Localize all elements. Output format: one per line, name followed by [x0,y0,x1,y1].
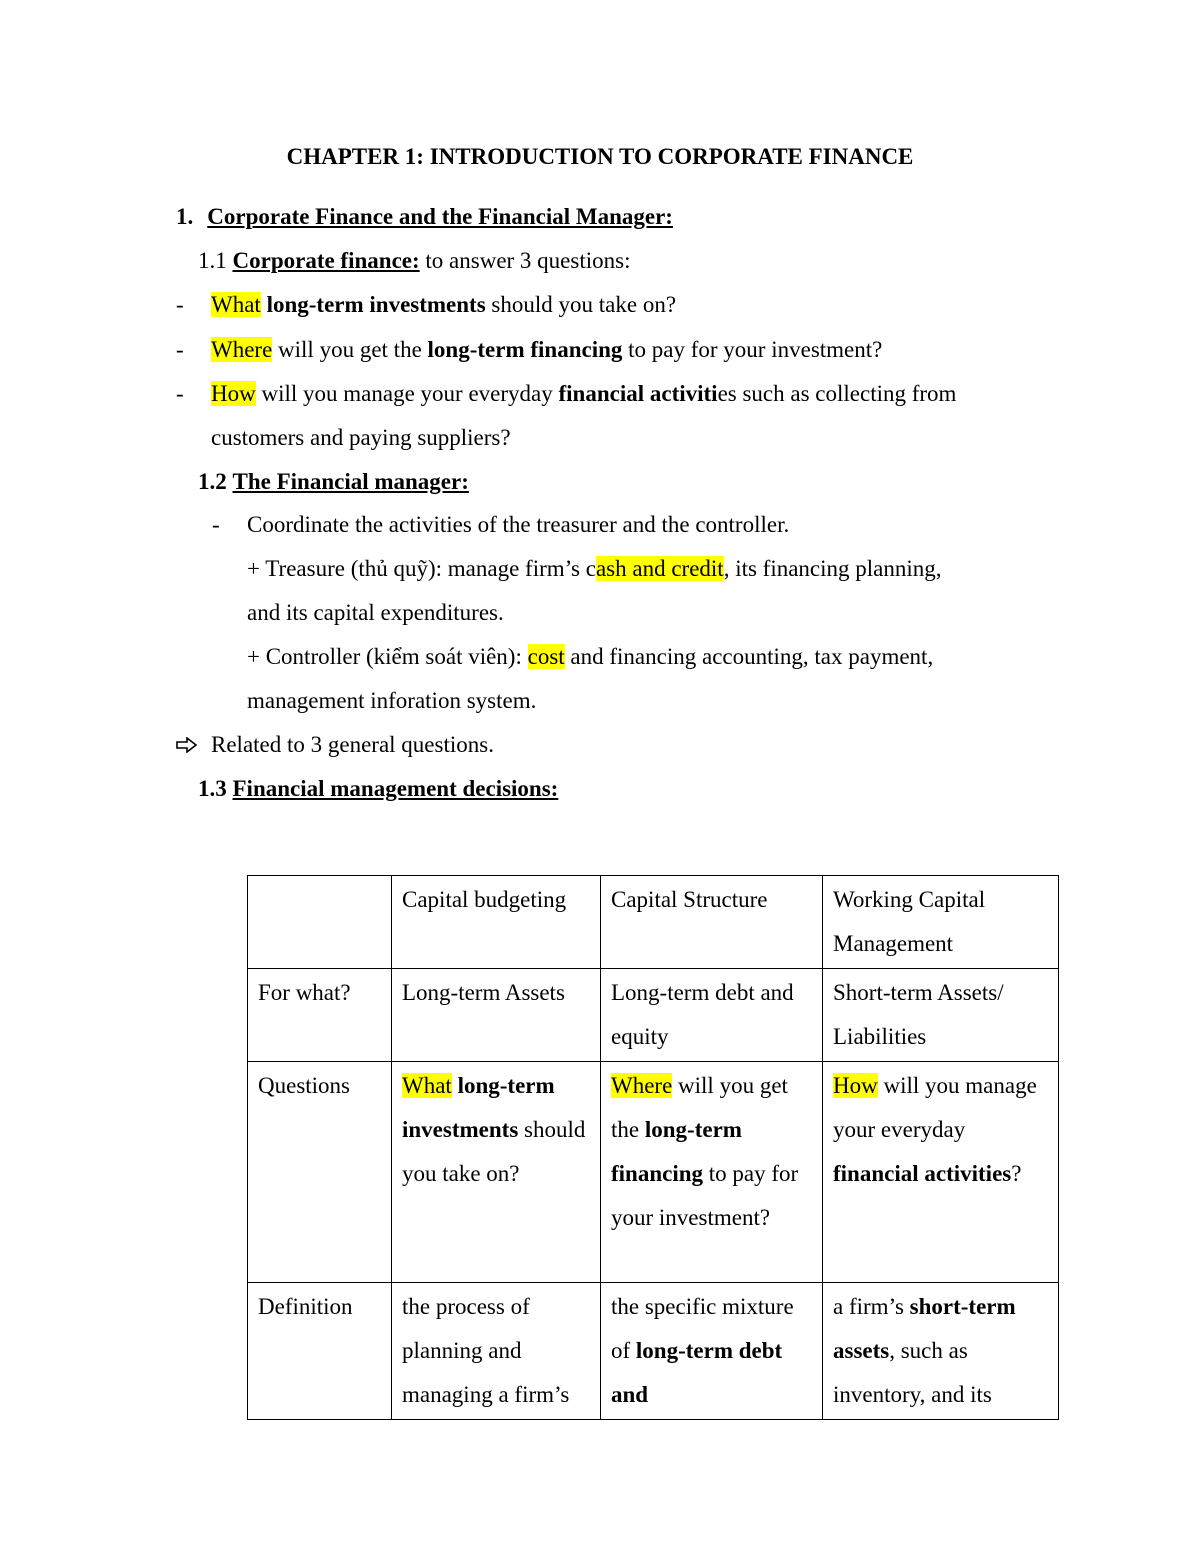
bullet-dash: - [176,381,184,406]
question-item-how [176,379,957,409]
cell-text: will you manage your everyday [833,1073,1037,1142]
bullet-dash: - [212,512,220,537]
bold-text: long-term investments [402,1073,555,1142]
controller-text: + Controller (kiểm soát viên): [247,644,528,669]
bullet-dash: - [176,292,184,317]
highlight-cost: cost [527,644,565,669]
cell-text: the specific mixture of [611,1294,794,1363]
section-number: 1. [176,204,194,229]
subsection-1-3 [198,774,558,804]
treasurer-item [247,554,942,584]
question-text: will you get the [272,337,428,362]
manager-coordinate-item [212,510,790,540]
highlight-where: Where [211,337,273,362]
table-header-row [248,876,1059,969]
table-row [248,1283,1059,1420]
question-item-what [176,290,677,320]
controller-item [247,642,933,672]
bold-text: financial activiti [558,381,718,406]
related-item [176,730,494,760]
arrow-right-icon [176,737,198,753]
subsection-title: The Financial manager: [232,469,469,494]
highlight-how: How [211,381,256,406]
question-item-how-continued: customers and paying suppliers? [211,425,511,450]
section-1-heading [176,202,673,232]
row-label: For what? [248,969,392,1062]
question-text: should you take on? [485,292,677,317]
table-cell: Short-term Assets/ Liabilities [823,969,1059,1062]
subsection-1-1 [198,246,630,276]
question-text: es such as collecting from [717,381,957,406]
controller-text: and financing accounting, tax payment, [564,644,934,669]
table-row [248,969,1059,1062]
subsection-1-2 [198,467,469,497]
bold-text: financial activities [833,1161,1012,1186]
cell-text: , such as inventory, and its [833,1338,992,1407]
controller-item-continued: management inforation system. [247,688,537,713]
table-cell [823,1283,1059,1420]
cell-text: ? [1011,1161,1022,1186]
subsection-text: to answer 3 questions: [419,248,631,273]
page-title: CHAPTER 1: INTRODUCTION TO CORPORATE FINANCE [286,144,914,169]
table-cell: Long-term debt and equity [601,969,823,1062]
treasurer-item-continued: and its capital expenditures. [247,600,504,625]
table-cell [248,876,392,969]
table-cell [601,1062,823,1283]
row-label: Questions [248,1062,392,1283]
table-cell: Long-term Assets [392,969,601,1062]
highlight-how: How [833,1073,878,1098]
table-header-cell: Working Capital Management [823,876,1059,969]
table-header-cell: Capital budgeting [392,876,601,969]
financial-decisions-table [247,875,1059,1420]
cell-text: a firm’s [833,1294,910,1319]
subsection-title: Financial management decisions: [232,776,559,801]
row-label: Definition [248,1283,392,1420]
bold-text: long-term financing [427,337,623,362]
treasurer-text: + Treasure (thủ quỹ): manage firm’s c [247,556,596,581]
treasurer-text: , its financing planning, [723,556,942,581]
table-cell [601,1283,823,1420]
cell-text: will you get the [611,1073,788,1142]
highlight-cash-credit: ash and credit [595,556,724,581]
subsection-number: 1.1 [198,248,227,273]
coordinate-text: Coordinate the activities of the treasurer and the controller. [247,512,790,537]
bold-text: long-term investments [266,292,486,317]
table-header-cell: Capital Structure [601,876,823,969]
cell-text: should you take on? [402,1117,586,1186]
bold-text: long-term debt and [611,1338,783,1407]
section-title: Corporate Finance and the Financial Manager: [207,204,673,229]
table-cell [392,1062,601,1283]
highlight-where: Where [611,1073,673,1098]
question-item-where [176,335,883,365]
highlight-what: What [402,1073,452,1098]
bullet-dash: - [176,337,184,362]
table-cell [823,1062,1059,1283]
bold-text: long-term financing [611,1117,742,1186]
related-text: Related to 3 general questions. [211,732,494,757]
subsection-title: Corporate finance: [232,248,420,273]
question-text: to pay for your investment? [622,337,883,362]
highlight-what: What [211,292,261,317]
bold-text: short-term assets [833,1294,1016,1363]
cell-text: to pay for your investment? [611,1161,799,1230]
table-row [248,1062,1059,1283]
table-cell: the process of planning and managing a firm’s [392,1283,601,1420]
subsection-number: 1.3 [198,776,227,801]
question-text: will you manage your everyday [255,381,559,406]
subsection-number: 1.2 [198,469,227,494]
